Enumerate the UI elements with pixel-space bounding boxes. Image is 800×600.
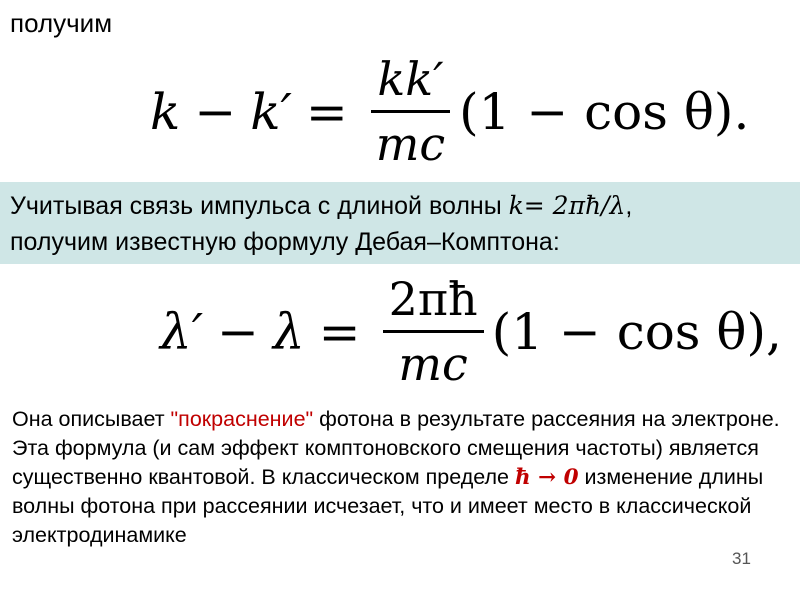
- eq2-parenthesis: (1 − cos θ),: [491, 302, 782, 361]
- band-line2: получим известную формулу Дебая–Комптона:: [10, 228, 560, 256]
- para-part2: фотона в результате рассеяния на электроне. Эта формула (и сам эффект комптоновского смещения частоты) является существенно квантовой. В классическом пределе: [12, 407, 780, 489]
- eq2-denominator: mc: [398, 337, 468, 391]
- explanation-paragraph: [12, 405, 794, 550]
- eq2-lhs-a: λ′: [160, 302, 204, 361]
- band-text-a: Учитывая связь импульса с длиной волны: [10, 192, 509, 220]
- eq1-denominator: mc: [375, 117, 446, 171]
- eq2-minus: −: [217, 302, 259, 361]
- compton-equation-k: [150, 52, 749, 171]
- para-limit: ħ → 0: [514, 465, 579, 490]
- compton-equation-lambda: [160, 272, 782, 391]
- para-part3: изменение длины волны фотона при рассеянии исчезает, что и имеет место в классической электродинамике: [12, 465, 764, 547]
- eq1-lhs-a: k: [150, 82, 181, 141]
- eq1-minus: −: [194, 82, 237, 141]
- eq2-numerator: 2πħ: [383, 272, 484, 333]
- eq1-equals: =: [305, 82, 348, 141]
- band-formula: k= 2πħ/λ: [508, 191, 626, 220]
- band-text: [10, 188, 795, 260]
- eq2-equals: =: [318, 302, 361, 361]
- eq2-lhs-b: λ: [272, 302, 305, 361]
- eq1-numerator: kk′: [371, 52, 449, 113]
- para-highlight: "покраснение": [170, 407, 314, 431]
- para-part1: Она описывает: [12, 407, 171, 431]
- band-text-b: ,: [625, 192, 633, 220]
- eq1-lhs-b: k′: [250, 82, 292, 141]
- eq2-fraction: [383, 272, 484, 391]
- eq1-fraction: [370, 52, 451, 171]
- intro-text: получим: [10, 8, 113, 38]
- eq1-parenthesis: (1 − cos θ).: [459, 82, 750, 141]
- page-number: 31: [732, 549, 751, 568]
